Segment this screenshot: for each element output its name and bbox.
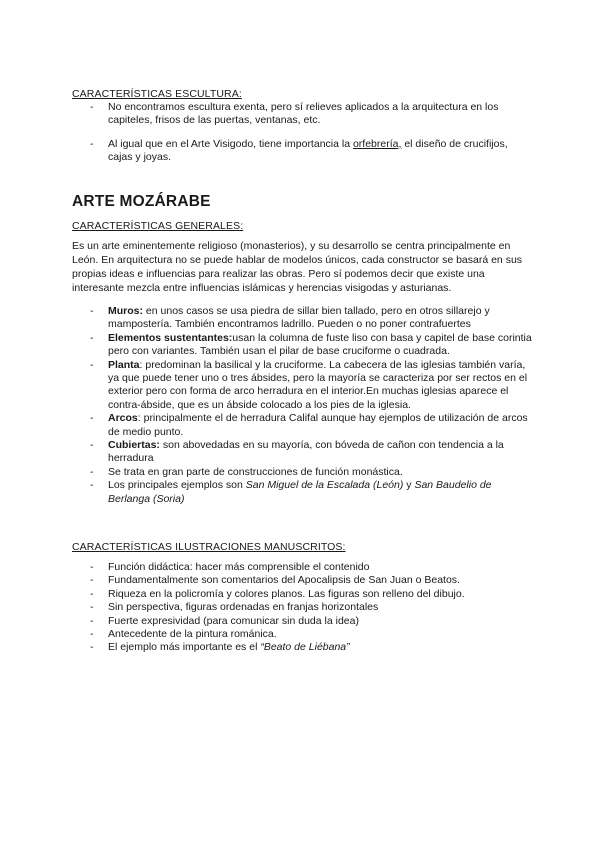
escultura-list bbox=[72, 101, 532, 165]
list-item: - Elementos sustentantes:usan la columna de fuste liso con basa y capitel de base corintia pero con variantes. También usan el pilar de base cruciforme o cuadrada. bbox=[72, 332, 532, 359]
list-item: - Al igual que en el Arte Visigodo, tiene importancia la orfebrería, el diseño de crucifijos, cajas y joyas. bbox=[72, 138, 532, 165]
list-item: - Planta: predominan la basilical y la cruciforme. La cabecera de las iglesias también varía, ya que puede tener uno o tres ábsides, pero la mayoría se caracteriza por ser rectos en el exterior pero con forma de arco herradura en el interior.En muchas iglesias aparece el contra-ábside, que es un ábside colocado a los pies de la iglesia. bbox=[72, 359, 532, 413]
list-item: - Arcos: principalmente el de herradura Califal aunque hay ejemplos de utilización de arcos de medio punto. bbox=[72, 412, 532, 439]
list-item: - Cubiertas: son abovedadas en su mayoría, con bóveda de cañon con tendencia a la herradura bbox=[72, 439, 532, 466]
section-title: ARTE MOZÁRABE bbox=[72, 193, 211, 210]
list-item: - Los principales ejemplos son San Miguel de la Escalada (León) y San Baudelio de Berlanga (Soria) bbox=[72, 479, 532, 506]
list-item: - Antecedente de la pintura románica. bbox=[72, 628, 532, 641]
list-item: - Se trata en gran parte de construcciones de función monástica. bbox=[72, 466, 532, 479]
manuscritos-heading: CARACTERÍSTICAS ILUSTRACIONES MANUSCRITOS: bbox=[72, 541, 346, 553]
list-item: - No encontramos escultura exenta, pero sí relieves aplicados a la arquitectura en los capiteles, frisos de las puertas, ventanas, etc. bbox=[72, 101, 532, 128]
manuscritos-list bbox=[72, 561, 532, 655]
orfebreria-link[interactable]: orfebrería, bbox=[352, 137, 402, 150]
list-item: - Fundamentalmente son comentarios del Apocalipsis de San Juan o Beatos. bbox=[72, 574, 532, 587]
list-item: - Función didáctica: hacer más comprensible el contenido bbox=[72, 561, 532, 574]
list-item: - El ejemplo más importante es el “Beato de Liébana” bbox=[72, 641, 532, 654]
list-item: - Sin perspectiva, figuras ordenadas en franjas horizontales bbox=[72, 601, 532, 614]
mozarabe-list bbox=[72, 305, 532, 506]
intro-paragraph: Es un arte eminentemente religioso (monasterios), y su desarrollo se centra principalmente en León. En arquitectura no se puede hablar de modelos únicos, cada constructor se basará en sus propias ideas e influencias para realizar las obras. Pero sí podemos decir que existe una interesante mezcla entre influencias islámicas y herencias visigodas y asturianas. bbox=[72, 240, 523, 294]
generales-heading: CARACTERÍSTICAS GENERALES: bbox=[72, 220, 244, 232]
list-item: - Muros: en unos casos se usa piedra de sillar bien tallado, pero en otros sillarejo y mampostería. También encontramos ladrillo. Pueden o no poner contrafuertes bbox=[72, 305, 532, 332]
list-item: - Riqueza en la policromía y colores planos. Las figuras son relleno del dibujo. bbox=[72, 588, 532, 601]
list-item: - Fuerte expresividad (para comunicar sin duda la idea) bbox=[72, 615, 532, 628]
escultura-heading: CARACTERÍSTICAS ESCULTURA: bbox=[72, 88, 242, 100]
